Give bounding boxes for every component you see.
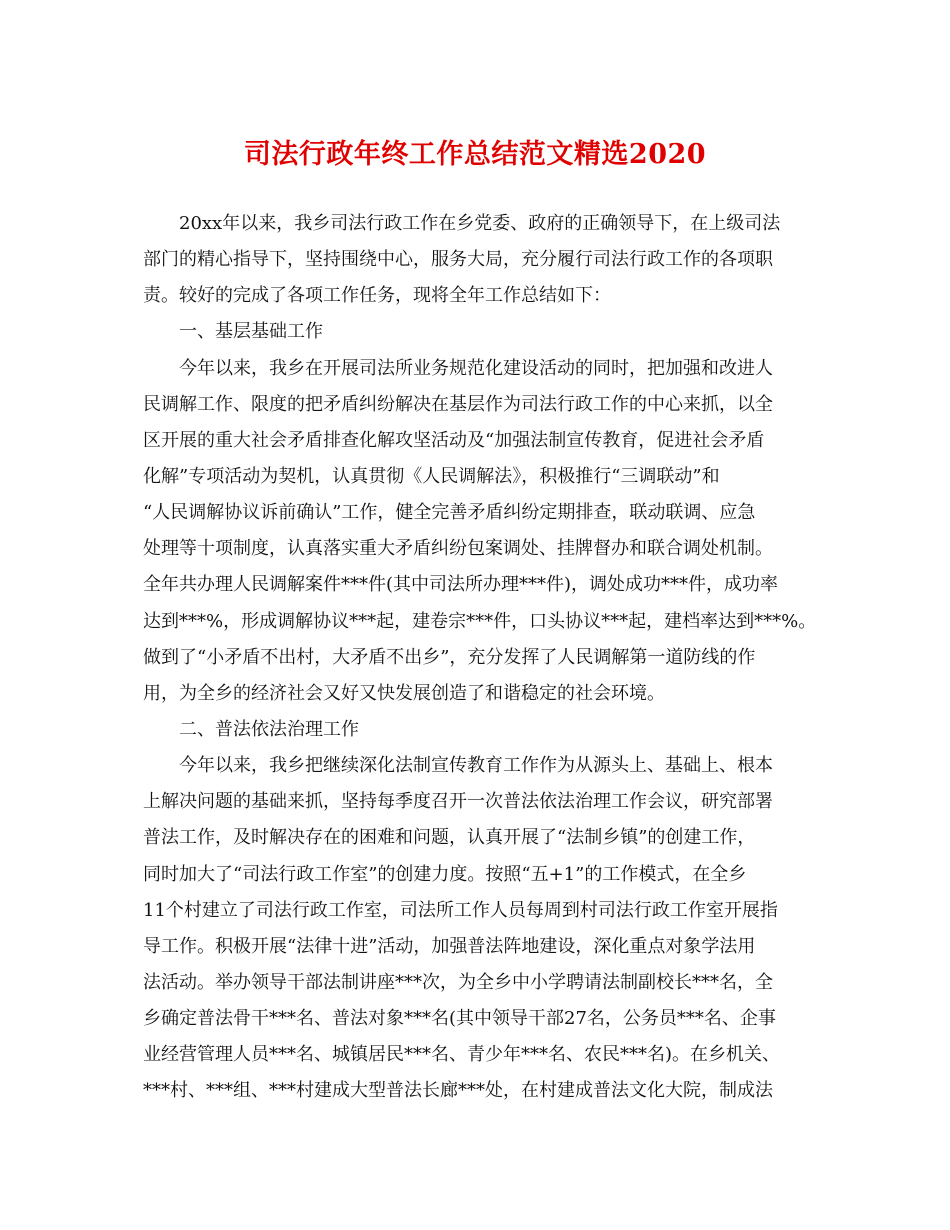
document-body: [143, 206, 823, 1110]
paragraph-line: 20xx年以来，我乡司法行政工作在乡党委、政府的正确领导下，在上级司法: [179, 213, 781, 234]
paragraph-line: 化解”专项活动为契机，认真贯彻《人民调解法》，积极推行“三调联动”和: [143, 465, 720, 487]
paragraph-line: “人民调解协议诉前确认”工作，健全完善矛盾纠纷定期排查，联动联调、应急: [143, 502, 756, 524]
section-heading: 一、基层基础工作: [179, 321, 323, 343]
paragraph-line: ***村、***组、***村建成大型普法长廊***处，在村建成普法文化大院，制成法: [143, 1080, 773, 1102]
paragraph-line: 业经营管理人员***名、城镇居民***名、青少年***名、农民***名)。在乡机关、: [143, 1044, 781, 1066]
paragraph-line: 法活动。举办领导干部法制讲座***次，为全乡中小学聘请法制副校长***名，全: [143, 971, 773, 993]
paragraph-line: 导工作。积极开展“法律十进”活动，加强普法阵地建设，深化重点对象学法用: [143, 935, 756, 957]
paragraph-line: 达到***%，形成调解协议***起，建卷宗***件，口头协议***起，建档率达到***%。: [143, 610, 817, 632]
paragraph-line: 今年以来，我乡把继续深化法制宣传教育工作作为从源头上、基础上、根本: [179, 755, 773, 777]
paragraph-line: 上解决问题的基础来抓，坚持每季度召开一次普法依法治理工作会议，研究部署: [143, 791, 773, 813]
paragraph-line: 今年以来，我乡在开展司法所业务规范化建设活动的同时，把加强和改进人: [179, 357, 773, 379]
paragraph-line: 11个村建立了司法行政工作室，司法所工作人员每周到村司法行政工作室开展指: [143, 899, 778, 921]
paragraph-line: 做到了“小矛盾不出村，大矛盾不出乡”，充分发挥了人民调解第一道防线的作: [143, 646, 756, 668]
section-heading: 二、普法依法治理工作: [179, 718, 359, 740]
paragraph-line: 处理等十项制度，认真落实重大矛盾纠纷包案调处、挂牌督办和联合调处机制。: [143, 538, 773, 560]
paragraph-line: 责。较好的完成了各项工作任务，现将全年工作总结如下：: [143, 285, 611, 307]
paragraph-line: 用，为全乡的经济社会又好又快发展创造了和谐稳定的社会环境。: [143, 682, 665, 704]
paragraph-line: 乡确定普法骨干***名、普法对象***名(其中领导干部27名，公务员***名、企事: [143, 1008, 776, 1030]
paragraph-line: 区开展的重大社会矛盾排查化解攻坚活动及“加强法制宣传教育，促进社会矛盾: [143, 429, 765, 451]
paragraph-line: 全年共办理人民调解案件***件(其中司法所办理***件)，调处成功***件，成功率: [143, 574, 779, 596]
paragraph-line: 部门的精心指导下，坚持围绕中心，服务大局，充分履行司法行政工作的各项职: [143, 249, 773, 271]
paragraph-line: 同时加大了“司法行政工作室”的创建力度。按照“五+1”的工作模式，在全乡: [143, 863, 747, 885]
paragraph-line: 民调解工作、限度的把矛盾纠纷解决在基层作为司法行政工作的中心来抓，以全: [143, 393, 773, 415]
paragraph-line: 普法工作，及时解决存在的困难和问题，认真开展了“法制乡镇”的创建工作，: [143, 827, 756, 849]
document-title: 司法行政年终工作总结范文精选2020: [243, 139, 707, 170]
